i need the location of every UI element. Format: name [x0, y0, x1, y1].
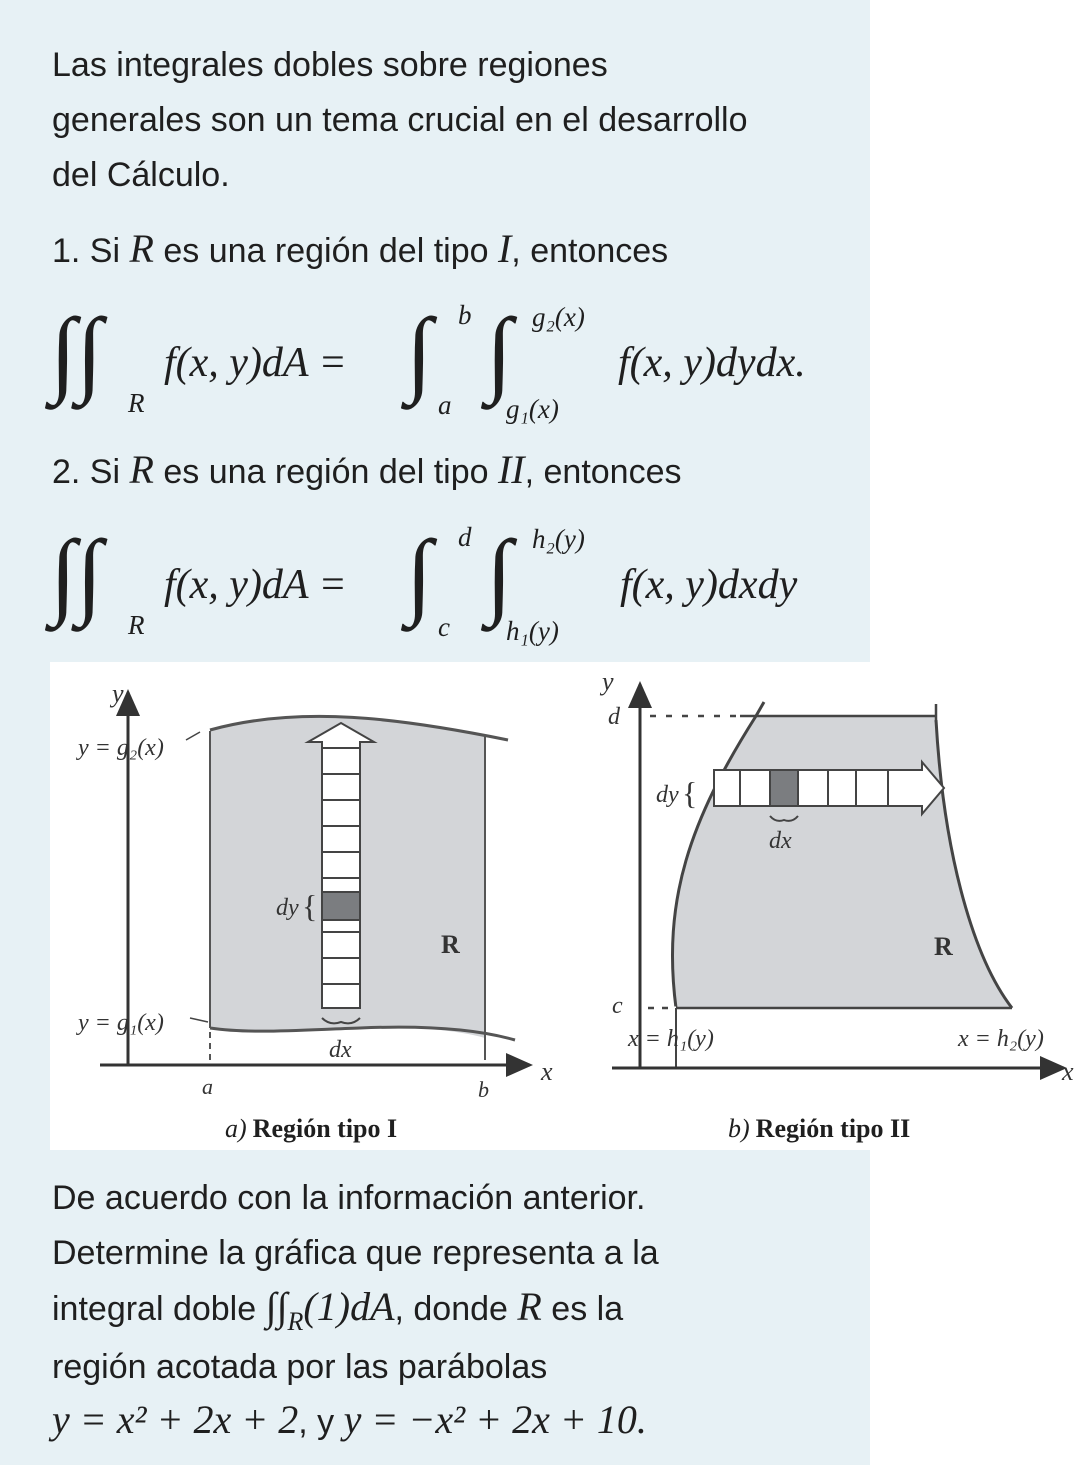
intro-line-1: Las integrales dobles sobre regiones	[52, 46, 608, 84]
figure-a-type-1	[76, 679, 553, 1143]
svg-text:x = h₁(y): x = h₁(y)	[628, 1026, 714, 1052]
question-line-3: integral doble $\int\int_R(1)dA$, donde R es la	[52, 1284, 624, 1336]
svg-text:c: c	[612, 993, 623, 1019]
svg-text:{: {	[682, 775, 698, 811]
caption-b: b) Región tipo II	[728, 1114, 911, 1143]
svg-text:dy: dy	[276, 895, 299, 921]
equation-type-1: ∫∫ R f(x, y)dA = ∫ a b ∫ g₁(x) g₂(x) f(x, y)dydx.	[50, 298, 806, 424]
svg-text:x: x	[541, 1057, 553, 1086]
question-line-5: y = x² + 2x + 2, y y = −x² + 2x + 10.	[52, 1397, 647, 1442]
question-line-1: De acuerdo con la información anterior.	[52, 1179, 646, 1217]
svg-text:dy: dy	[656, 782, 679, 808]
parabola-1: y = x² + 2x + 2	[52, 1397, 299, 1442]
question-line-4: región acotada por las parábolas	[52, 1348, 548, 1386]
svg-text:y: y	[112, 679, 124, 708]
svg-text:y = g₂(x): y = g₂(x)	[78, 735, 164, 761]
svg-text:R: R	[934, 932, 953, 961]
item-2-text: 2. Si R es una región del tipo II, entonces	[52, 447, 682, 492]
question-line-2: Determine la gráfica que representa a la	[52, 1234, 659, 1272]
svg-text:{: {	[302, 888, 318, 924]
svg-text:dx: dx	[769, 828, 792, 854]
intro-line-2: generales son un tema crucial en el desarrollo	[52, 101, 748, 139]
item-1-text: 1. Si R es una región del tipo I, entonces	[52, 226, 669, 271]
area-element-da-b	[770, 770, 798, 806]
svg-text:a: a	[202, 1074, 213, 1099]
svg-text:dx: dx	[329, 1037, 352, 1063]
horizontal-strip	[714, 762, 944, 814]
parabola-2: y = −x² + 2x + 10.	[343, 1397, 647, 1442]
area-element-da	[322, 892, 360, 920]
caption-a: a) Región tipo I	[225, 1114, 398, 1143]
svg-text:y = g₁(x): y = g₁(x)	[78, 1010, 164, 1036]
figure-b-type-2	[599, 667, 1074, 1143]
region-r-type-2	[672, 716, 1012, 1008]
svg-text:d: d	[608, 704, 620, 730]
svg-text:x: x	[1062, 1057, 1074, 1086]
svg-text:R: R	[441, 930, 460, 959]
equation-type-2: ∫∫ R f(x, y)dA = ∫ c d ∫ h₁(y) h₂(y) f(x, y)dxdy	[50, 520, 798, 646]
svg-text:x = h₂(y): x = h₂(y)	[958, 1026, 1044, 1052]
intro-line-3: del Cálculo.	[52, 156, 230, 194]
svg-text:b: b	[478, 1077, 489, 1102]
svg-text:y: y	[602, 667, 614, 696]
